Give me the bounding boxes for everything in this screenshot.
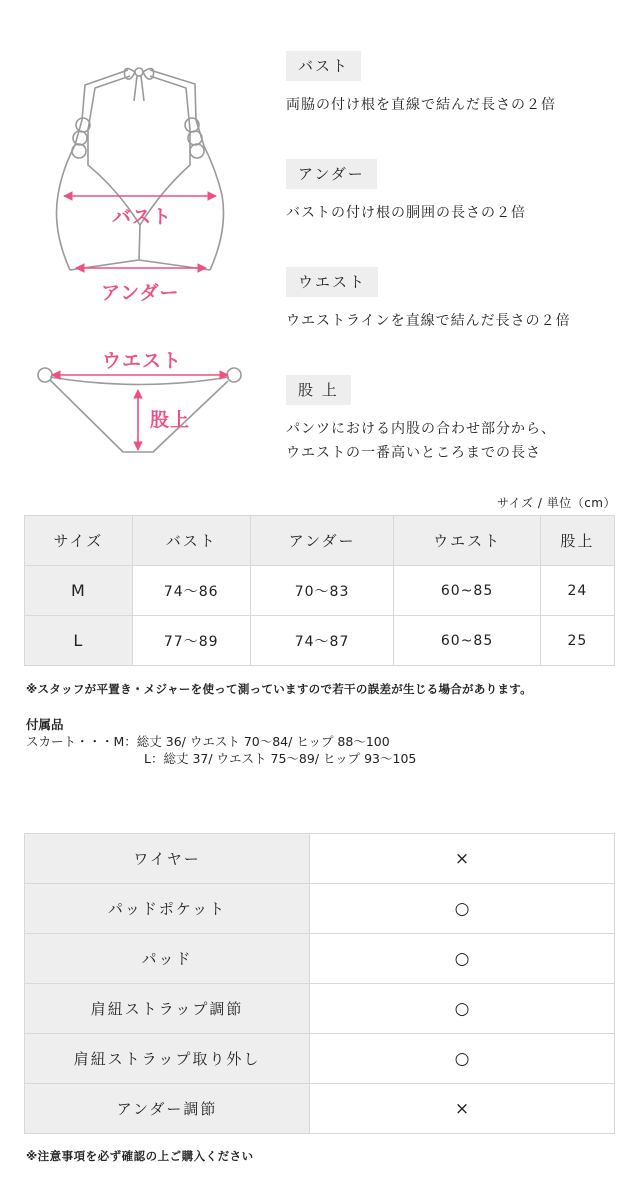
bust-cell: 77〜89: [132, 616, 250, 666]
diagram-label-bust: バスト: [112, 206, 173, 228]
definition-rise: [286, 375, 556, 465]
definition-text: [286, 417, 556, 465]
size-cell: M: [25, 566, 133, 616]
diagram-label-rise: 股上: [150, 409, 191, 431]
table-row: [25, 566, 615, 616]
feature-label: アンダー調節: [25, 1084, 310, 1134]
definition-text: バストの付け根の胴囲の長さの２倍: [286, 205, 526, 221]
feature-label: パッドポケット: [25, 884, 310, 934]
rise-cell: 25: [540, 616, 614, 666]
feature-label: 肩紐ストラップ調節: [25, 984, 310, 1034]
definition-tag: アンダー: [286, 159, 377, 189]
definition-text: ウエストラインを直線で結んだ長さの２倍: [286, 313, 571, 329]
definition-line: パンツにおける内股の合わせ部分から、: [286, 421, 556, 437]
header-bust: バスト: [132, 516, 250, 566]
feature-value: ×: [310, 834, 615, 884]
table-row: [25, 1084, 615, 1134]
waist-cell: 60~85: [394, 616, 540, 666]
definition-tag: バスト: [286, 51, 361, 81]
unit-note: サイズ / 単位（cm）: [497, 496, 616, 510]
under-cell: 74〜87: [250, 616, 394, 666]
diagram-label-waist: ウエスト: [102, 350, 183, 372]
table-row: [25, 884, 615, 934]
table-row: [25, 616, 615, 666]
feature-value: ○: [310, 1034, 615, 1084]
accessory-line-m: スカート・・・M：総丈 36/ ウエスト 70〜84/ ヒップ 88〜100: [26, 734, 390, 749]
diagram-label-under: アンダー: [101, 282, 180, 304]
feature-value: ○: [310, 884, 615, 934]
feature-label: 肩紐ストラップ取り外し: [25, 1034, 310, 1084]
purchase-note: ※注意事項を必ず確認の上ご購入ください: [26, 1149, 254, 1163]
features-table: [24, 833, 615, 1134]
measurement-disclaimer: ※スタッフが平置き・メジャーを使って測っていますので若干の誤差が生じる場合があります。: [26, 682, 532, 696]
accessory-info: [26, 716, 416, 767]
feature-value: ○: [310, 984, 615, 1034]
definition-tag: 股 上: [286, 375, 351, 405]
feature-value: ○: [310, 934, 615, 984]
table-header-row: [25, 516, 615, 566]
bikini-diagram-icon: [0, 0, 280, 480]
definition-line: ウエストの一番高いところまでの長さ: [286, 445, 541, 461]
header-size: サイズ: [25, 516, 133, 566]
feature-label: ワイヤー: [25, 834, 310, 884]
definition-bust: [286, 51, 556, 117]
under-cell: 70〜83: [250, 566, 394, 616]
feature-value: ×: [310, 1084, 615, 1134]
size-cell: L: [25, 616, 133, 666]
table-row: [25, 934, 615, 984]
definition-waist: [286, 267, 571, 333]
accessory-line-l: L：総丈 37/ ウエスト 75〜89/ ヒップ 93〜105: [144, 751, 417, 766]
definition-under: [286, 159, 526, 225]
accessory-title: 付属品: [26, 717, 64, 732]
size-table: [24, 515, 615, 666]
header-rise: 股上: [540, 516, 614, 566]
header-under: アンダー: [250, 516, 394, 566]
measurement-illustration: [0, 0, 280, 480]
rise-cell: 24: [540, 566, 614, 616]
feature-label: パッド: [25, 934, 310, 984]
waist-cell: 60~85: [394, 566, 540, 616]
definition-tag: ウエスト: [286, 267, 378, 297]
table-row: [25, 984, 615, 1034]
definition-text: 両脇の付け根を直線で結んだ長さの２倍: [286, 97, 556, 113]
bust-cell: 74〜86: [132, 566, 250, 616]
table-row: [25, 834, 615, 884]
table-row: [25, 1034, 615, 1084]
header-waist: ウエスト: [394, 516, 540, 566]
